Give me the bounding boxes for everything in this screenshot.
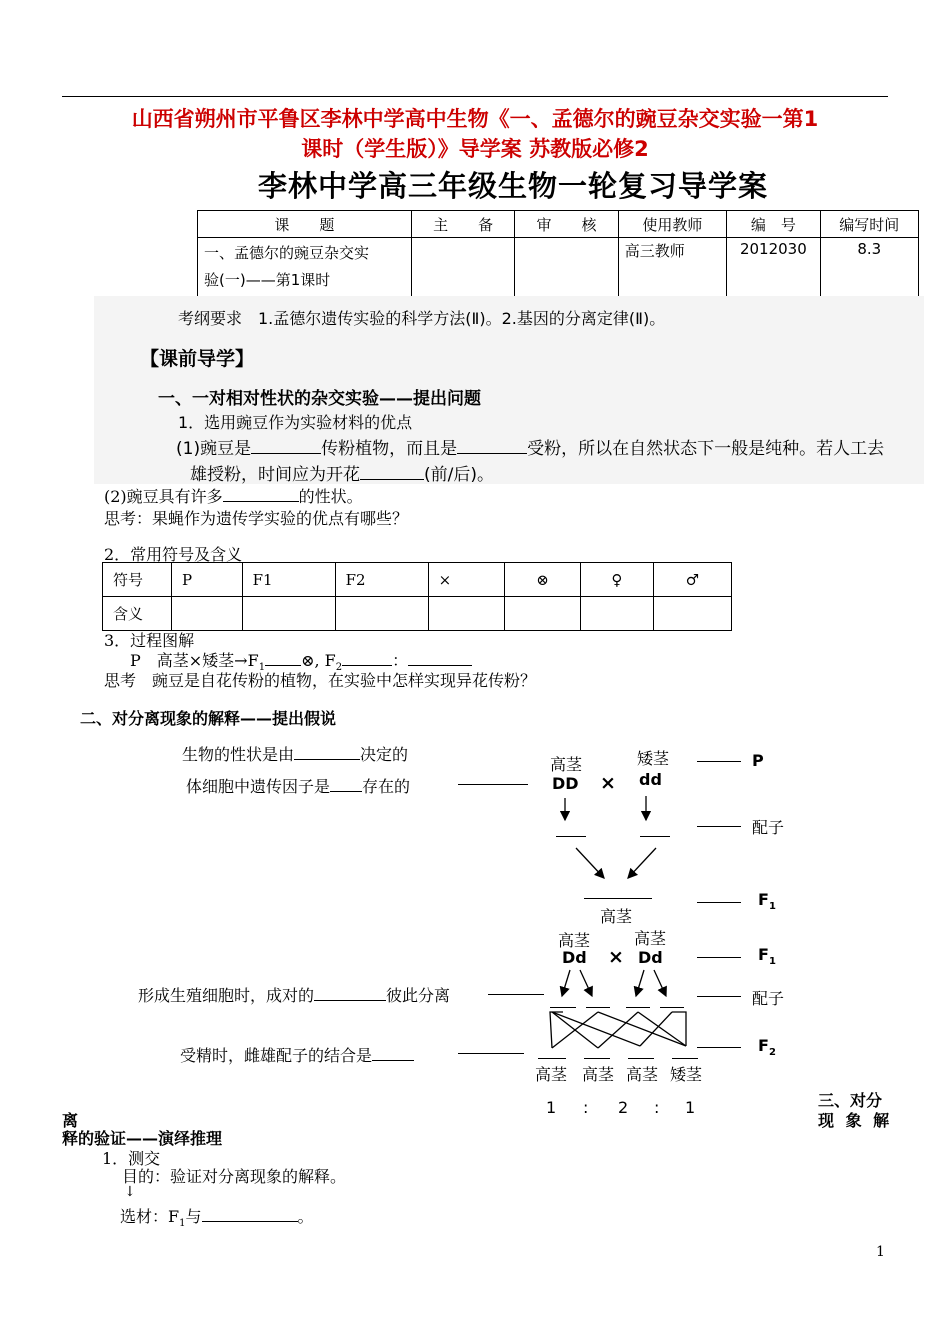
question-1-2: (2)豌豆具有许多 的性状。 — [104, 487, 363, 506]
down-arrow-icon: ↓ — [124, 1184, 136, 1200]
combo-line-1 — [550, 1012, 563, 1048]
header-topic: 课 题 — [198, 211, 412, 238]
arrow-gamete-right — [628, 848, 656, 878]
f1-cross: × — [608, 946, 624, 968]
cell-teacher: 高三教师 — [618, 238, 726, 297]
page-number: 1 — [876, 1244, 885, 1260]
p-cross: × — [600, 772, 616, 794]
cell-number: 2012030 — [727, 238, 820, 297]
symbol-female: ♀ — [581, 563, 654, 597]
preview-heading: 【课前导学】 — [140, 348, 255, 370]
label-f1-a: $F_1$ — [758, 890, 776, 913]
combo-line-3 — [552, 1012, 640, 1046]
syllabus: 考纲要求 1.孟德尔遗传实验的科学方法(Ⅱ)。2.基因的分离定律(Ⅱ)。 — [178, 309, 666, 328]
section1-heading: 一、一对相对性状的杂交实验——提出问题 — [158, 389, 481, 409]
section3-heading-right-2: 现 象 解 — [818, 1111, 893, 1130]
hypothesis-4: 受精时，雌雄配子的结合是 — [180, 1043, 414, 1066]
cell-date: 8.3 — [820, 238, 918, 297]
header-date: 编写时间 — [820, 211, 918, 238]
ratio-2: 2 — [618, 1098, 629, 1117]
question-1-1: (1)豌豆是 传粉植物，而且是 受粉，所以在自然状态下一般是纯种。若人工去 — [176, 439, 885, 459]
symbol-male: ♂ — [653, 563, 731, 597]
question-1: 1．选用豌豆作为实验材料的优点 — [178, 413, 413, 432]
symbol-f2: F2 — [335, 563, 428, 597]
combo-line-5 — [598, 1012, 686, 1046]
label-p: P — [752, 751, 764, 770]
arrow-gamete-left — [576, 848, 604, 878]
f2-offspring-2: 高茎 — [582, 1065, 615, 1084]
arrow-f1-left-b — [580, 970, 592, 996]
think-1: 思考：果蝇作为遗传学实验的优点有哪些？ — [104, 509, 409, 528]
hypothesis-1: 生物的性状是由 决定的 — [182, 745, 409, 764]
header-teacher: 使用教师 — [618, 211, 726, 238]
symbol-label: 符号 — [103, 563, 172, 597]
p-dd-upper: DD — [552, 774, 579, 793]
f2-offspring-3: 高茎 — [626, 1065, 659, 1084]
ratio-sep-1: : — [583, 1098, 589, 1117]
think-2: 思考 豌豆是自花传粉的植物，在实验中怎样实现异花传粉？ — [104, 671, 537, 690]
ratio-sep-2: : — [654, 1098, 660, 1117]
question-2: 2．常用符号及含义 — [104, 545, 243, 564]
p-short-label: 矮茎 — [637, 749, 670, 768]
p-dd-lower: dd — [639, 770, 662, 789]
title-line-1: 山西省朔州市平鲁区李林中学高中生物《一、孟德尔的豌豆杂交实验一第1 — [131, 107, 819, 131]
section2-heading: 二、对分离现象的解释——提出假说 — [80, 709, 337, 728]
f2-offspring-4: 矮茎 — [670, 1065, 703, 1084]
f1-parent-right-genotype: Dd — [638, 948, 663, 967]
ratio-3: 1 — [685, 1098, 696, 1117]
cell-topic: 一、孟德尔的豌豆杂交实 验(一)——第1课时 — [198, 238, 412, 297]
testcross-item: 1．测交 — [102, 1149, 161, 1168]
section3-heading-left-1: 离 — [62, 1111, 79, 1130]
ratio-1: 1 — [546, 1098, 557, 1117]
hypothesis-2: 体细胞中遗传因子是 存在的 — [186, 777, 411, 796]
question-1-1-cont: 雄授粉，时间应为开花 (前/后)。 — [190, 465, 494, 485]
symbol-selfing: ⊗ — [504, 563, 580, 597]
arrow-f1-right-b — [654, 970, 666, 996]
testcross-purpose: 目的：验证对分离现象的解释。 — [122, 1167, 347, 1186]
f1-parent-left-genotype: Dd — [562, 948, 587, 967]
f1-parent-right-label: 高茎 — [634, 929, 667, 948]
section3-heading-right-1: 三、对分 — [818, 1091, 883, 1110]
symbol-p: P — [172, 563, 243, 597]
process-line: P 高茎×矮茎$\to F_1$ ⊗, $F_2$ ： — [130, 648, 472, 673]
testcross-material: 选材：$F_1$与 。 — [120, 1207, 314, 1230]
f2-offspring-1: 高茎 — [535, 1065, 568, 1084]
school-banner: 李林中学高三年级生物一轮复习导学案 — [258, 169, 769, 203]
label-f2: $F_2$ — [758, 1036, 776, 1059]
header-preparer: 主 备 — [411, 211, 514, 238]
arrow-f1-left-a — [562, 970, 570, 996]
hypothesis-3: 形成生殖细胞时，成对的 彼此分离 — [138, 986, 451, 1005]
arrow-f1-right-a — [636, 970, 644, 996]
label-gametes-2: 配子 — [752, 989, 785, 1008]
meaning-label: 含义 — [103, 597, 172, 631]
label-gametes-1: 配子 — [752, 818, 785, 837]
p-tall-label: 高茎 — [550, 755, 583, 774]
header-reviewer: 审 核 — [515, 211, 618, 238]
header-number: 编 号 — [727, 211, 820, 238]
f1-parent-left-label: 高茎 — [558, 931, 591, 950]
question-3: 3．过程图解 — [104, 631, 195, 650]
title-line-2: 课时（学生版）》导学案 苏教版必修2 — [301, 137, 649, 161]
symbol-cross: × — [428, 563, 504, 597]
label-f1-b: $F_1$ — [758, 945, 776, 968]
section3-heading-left-2: 释的验证——演绎推理 — [62, 1129, 223, 1148]
f1-tall-label: 高茎 — [600, 907, 633, 926]
symbol-f1: F1 — [242, 563, 335, 597]
